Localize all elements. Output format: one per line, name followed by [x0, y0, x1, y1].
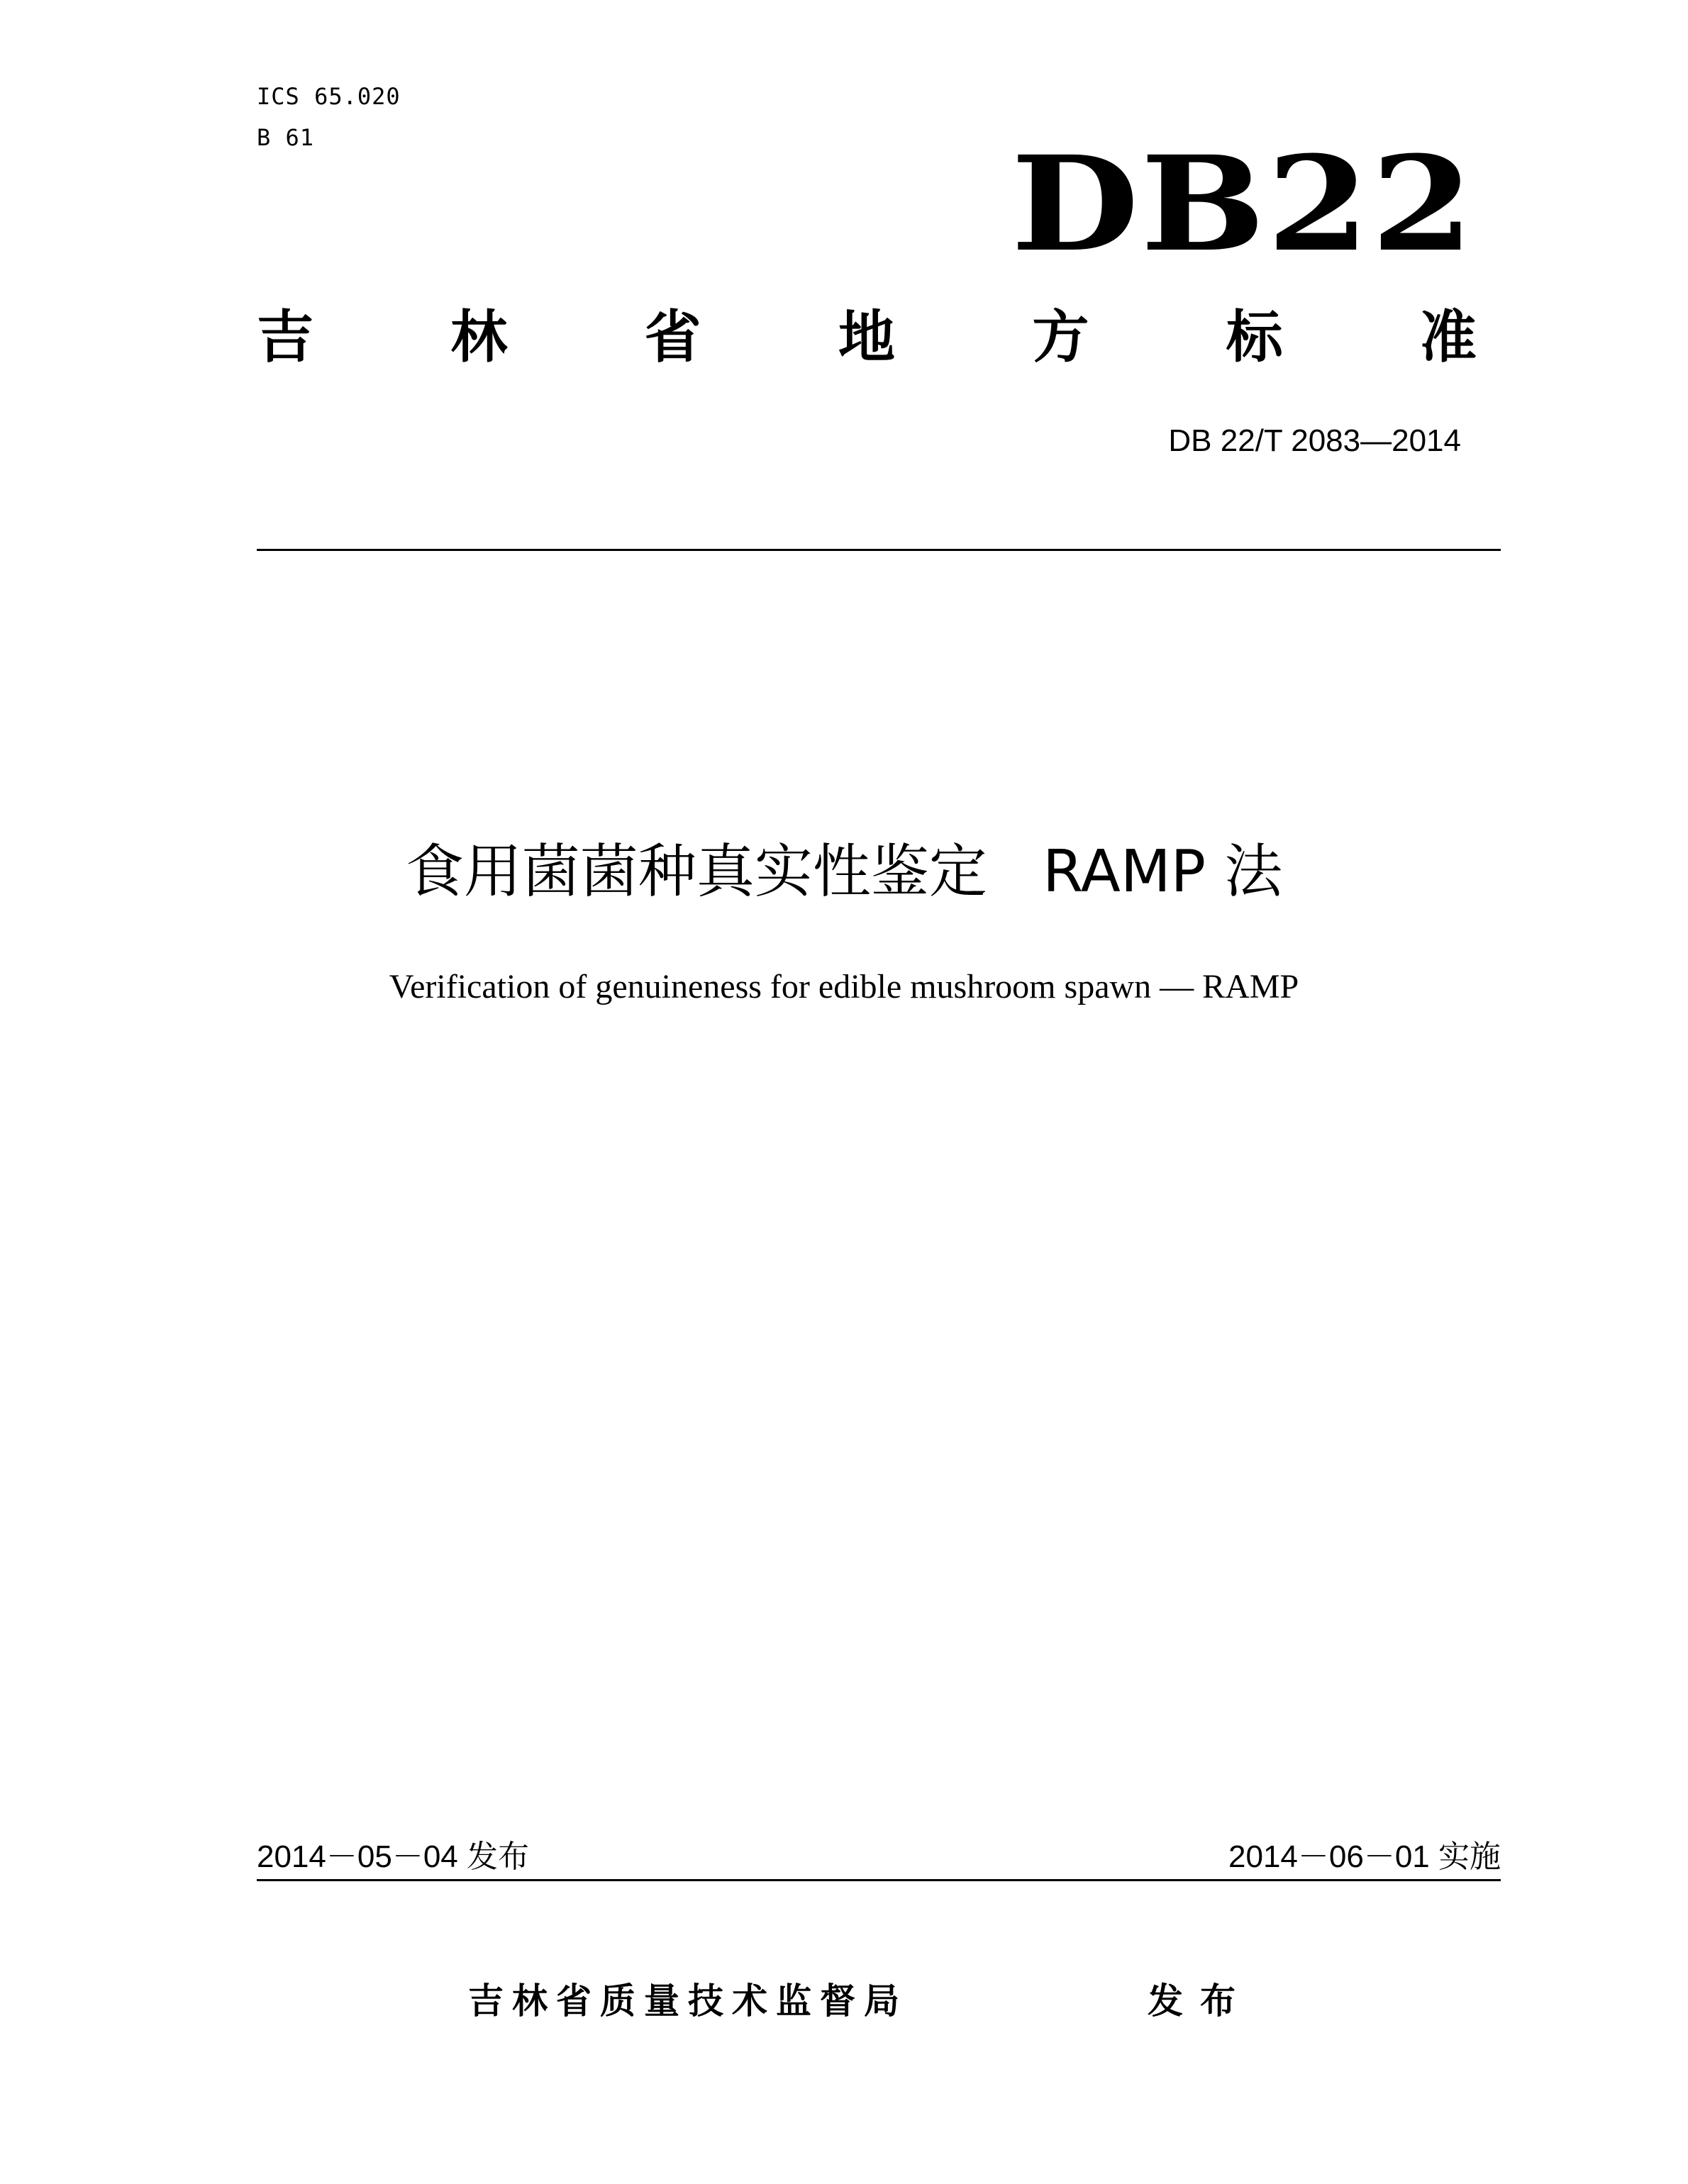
classification-code: B 61 — [257, 124, 315, 151]
standard-type-char: 准 — [1419, 304, 1477, 370]
document-title-english: Verification of genuineness for edible mushroom spawn — RAMP — [389, 968, 1299, 1005]
issue-label: 发布 — [1148, 1980, 1253, 2022]
standard-type-char: 方 — [1032, 304, 1089, 370]
ics-code: ICS 65.020 — [257, 83, 401, 110]
date-divider — [257, 1879, 1501, 1881]
standard-type-char: 地 — [838, 304, 895, 370]
standard-type-heading — [257, 303, 1477, 372]
effective-date: 2014－06－01 实施 — [1228, 1839, 1501, 1874]
issuing-authority: 吉林省质量技术监督局 — [468, 1980, 908, 2022]
standard-type-char: 标 — [1226, 304, 1283, 370]
issue-date: 2014－05－04 发布 — [257, 1839, 529, 1874]
standard-code-mark: DB22 — [1011, 128, 1475, 281]
standard-type-char: 省 — [644, 304, 701, 370]
header-divider — [257, 549, 1501, 551]
standard-type-char: 吉 — [257, 304, 313, 370]
standard-type-char: 林 — [450, 304, 508, 370]
standard-number: DB 22/T 2083—2014 — [1168, 423, 1461, 458]
document-title-chinese: 食用菌菌种真实性鉴定 RAMP 法 — [405, 838, 1283, 906]
